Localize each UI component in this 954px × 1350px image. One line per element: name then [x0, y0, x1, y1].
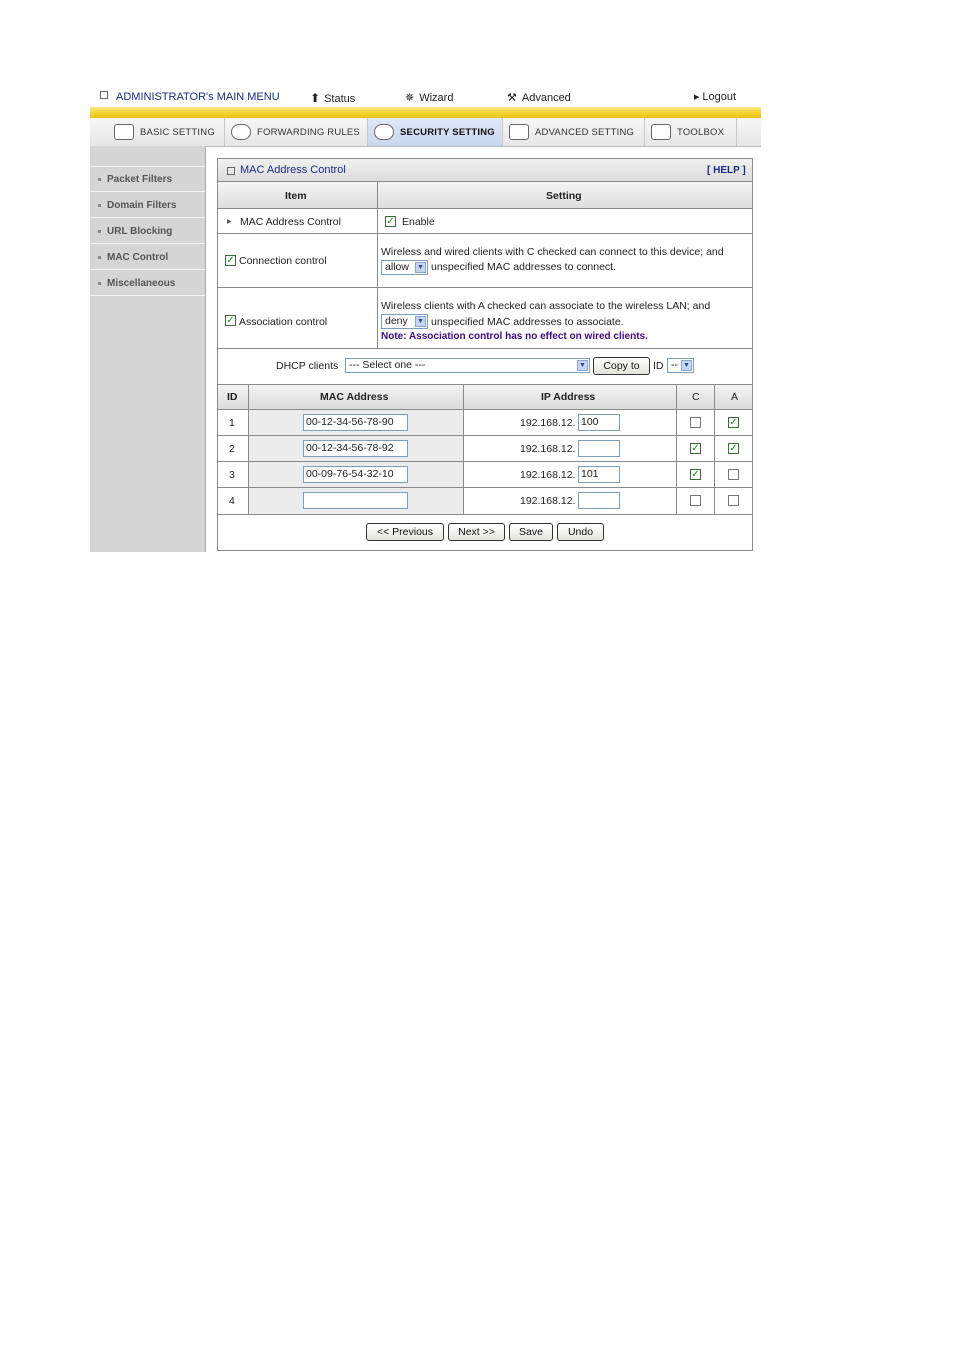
bullet-icon	[98, 282, 101, 285]
basic-setting-icon	[114, 124, 134, 140]
sidebar-item-domain-filters[interactable]	[90, 193, 205, 218]
advanced-link[interactable]	[507, 91, 571, 104]
row-1-mac-input[interactable]: 00-12-34-56-78-90	[303, 414, 408, 431]
bullet-icon	[98, 256, 101, 259]
tab-security-setting-label: SECURITY SETTING	[400, 126, 495, 138]
connection-control-checkbox[interactable]: ✓	[226, 255, 235, 266]
connection-control-description: Wireless and wired clients with C checked can connect to this device; and	[381, 246, 724, 258]
help-link[interactable]: [ HELP ]	[707, 165, 746, 176]
id-label: ID	[653, 360, 664, 372]
tab-toolbox-label: TOOLBOX	[677, 126, 725, 138]
id-select[interactable]	[667, 358, 694, 373]
menu-square-icon	[100, 91, 108, 99]
row-3-id: 3	[229, 469, 235, 481]
row-3-ip-input[interactable]: 101	[578, 466, 620, 483]
tab-security-setting[interactable]	[368, 118, 503, 146]
status-icon: ⬆	[310, 91, 321, 105]
enable-checkbox[interactable]: ✓	[386, 216, 395, 227]
dhcp-clients-label: DHCP clients	[276, 360, 339, 372]
association-control-checkbox[interactable]: ✓	[226, 315, 235, 326]
mac-address-control-panel	[217, 158, 753, 551]
row-4-ip-prefix: 192.168.12.	[520, 495, 576, 507]
wizard-link[interactable]	[405, 91, 453, 104]
enable-label: Enable	[402, 216, 435, 228]
sidebar-item-label: MAC Control	[107, 251, 169, 263]
association-note: Note: Association control has no effect on wired clients.	[381, 331, 648, 342]
sidebar-item-label: URL Blocking	[107, 225, 173, 237]
sidebar-top-spacer	[90, 146, 205, 167]
connection-policy-select[interactable]	[381, 260, 428, 275]
save-button[interactable]: Save	[509, 523, 553, 541]
row-1-ip-input[interactable]: 100	[578, 414, 620, 431]
sidebar-item-label: Miscellaneous	[107, 277, 176, 289]
connection-control-label: Connection control	[239, 255, 327, 267]
ip-column-header: IP Address	[541, 391, 596, 403]
row-2-c-checkbox[interactable]: ✓	[691, 443, 700, 454]
association-policy-select[interactable]	[381, 314, 428, 329]
a-column-header: A	[731, 391, 739, 403]
mac-column-header: MAC Address	[320, 391, 389, 403]
status-link[interactable]	[310, 91, 355, 105]
sidebar-item-label: Domain Filters	[107, 199, 177, 211]
connection-policy-value: allow	[385, 261, 409, 273]
advanced-setting-icon	[509, 124, 529, 140]
connection-control-suffix: unspecified MAC addresses to connect.	[431, 261, 617, 273]
tab-advanced-setting-label: ADVANCED SETTING	[535, 126, 635, 138]
undo-button[interactable]: Undo	[557, 523, 604, 541]
row-2-mac-input[interactable]: 00-12-34-56-78-92	[303, 440, 408, 457]
chevron-down-icon: ▼	[681, 360, 692, 371]
row-1-ip-prefix: 192.168.12.	[520, 417, 576, 429]
row-4-a-checkbox[interactable]	[728, 495, 739, 506]
association-control-label: Association control	[239, 316, 328, 328]
id-select-value: --	[671, 359, 678, 371]
row-3-mac-input[interactable]: 00-09-76-54-32-10	[303, 466, 408, 483]
bullet-icon	[98, 178, 101, 181]
arrow-right-icon: ▶	[227, 219, 232, 225]
security-setting-icon	[374, 124, 394, 140]
row-4-ip-input[interactable]	[578, 492, 620, 509]
tab-forwarding-rules[interactable]	[225, 118, 368, 146]
association-policy-value: deny	[385, 315, 408, 327]
row-2-id: 2	[229, 443, 235, 455]
bullet-icon	[98, 204, 101, 207]
row-3-ip-prefix: 192.168.12.	[520, 469, 576, 481]
wizard-label: Wizard	[419, 92, 454, 104]
row-2-ip-input[interactable]	[578, 440, 620, 457]
forwarding-rules-icon	[231, 124, 251, 140]
tab-forwarding-rules-label: FORWARDING RULES	[257, 126, 360, 138]
tab-advanced-setting[interactable]	[503, 118, 645, 146]
sidebar-item-label: Packet Filters	[107, 173, 173, 185]
panel-title: MAC Address Control	[240, 164, 346, 176]
sidebar-item-mac-control[interactable]	[90, 245, 205, 270]
previous-button[interactable]: << Previous	[366, 523, 444, 541]
row-1-id: 1	[229, 417, 235, 429]
router-admin-frame	[90, 88, 761, 552]
top-menu-bar	[90, 88, 761, 107]
admin-main-menu[interactable]	[100, 91, 280, 103]
row-2-a-checkbox[interactable]: ✓	[729, 443, 738, 454]
accent-stripe	[90, 107, 761, 118]
toolbox-icon	[651, 124, 671, 140]
row-2-ip-prefix: 192.168.12.	[520, 443, 576, 455]
admin-main-menu-label: ADMINISTRATOR's MAIN MENU	[116, 91, 280, 103]
setting-column-header: Setting	[546, 190, 582, 202]
association-control-description: Wireless clients with A checked can associate to the wireless LAN; and	[381, 300, 711, 312]
advanced-icon: ⚒	[507, 92, 517, 104]
row-4-mac-input[interactable]	[303, 492, 408, 509]
row-1-a-checkbox[interactable]: ✓	[729, 417, 738, 428]
sidebar-item-packet-filters[interactable]	[90, 167, 205, 192]
mac-table-header	[218, 385, 752, 409]
wizard-icon: ✵	[405, 92, 415, 104]
arrow-right-icon: ▶	[694, 94, 700, 101]
next-button[interactable]: Next >>	[448, 523, 505, 541]
mac-control-label: MAC Address Control	[240, 216, 341, 228]
association-control-suffix: unspecified MAC addresses to associate.	[431, 316, 624, 328]
row-1-c-checkbox[interactable]	[690, 417, 701, 428]
sidebar-item-url-blocking[interactable]	[90, 219, 205, 244]
chevron-down-icon: ▼	[415, 262, 426, 273]
tab-bar	[90, 118, 761, 147]
chevron-down-icon: ▼	[415, 316, 426, 327]
chevron-down-icon: ▼	[577, 360, 588, 371]
row-3-c-checkbox[interactable]: ✓	[691, 469, 700, 480]
dhcp-clients-select[interactable]	[345, 358, 590, 373]
logout-link[interactable]	[694, 91, 736, 103]
sidebar-item-miscellaneous[interactable]	[90, 271, 205, 296]
row-4-id: 4	[229, 495, 235, 507]
dhcp-clients-value: --- Select one ---	[349, 359, 426, 371]
status-label: Status	[324, 93, 356, 105]
sidebar	[90, 146, 206, 552]
row-4-c-checkbox[interactable]	[690, 495, 701, 506]
row-3-a-checkbox[interactable]	[728, 469, 739, 480]
item-column-header: Item	[285, 190, 307, 202]
tab-toolbox[interactable]	[645, 118, 737, 146]
panel-square-icon	[227, 167, 235, 175]
copy-to-button[interactable]: Copy to	[593, 357, 650, 375]
id-column-header: ID	[227, 391, 238, 403]
tab-basic-setting[interactable]	[108, 118, 225, 146]
c-column-header: C	[692, 391, 700, 403]
logout-label: Logout	[702, 91, 737, 103]
tab-basic-setting-label: BASIC SETTING	[140, 126, 215, 138]
advanced-label: Advanced	[521, 92, 571, 104]
bullet-icon	[98, 230, 101, 233]
